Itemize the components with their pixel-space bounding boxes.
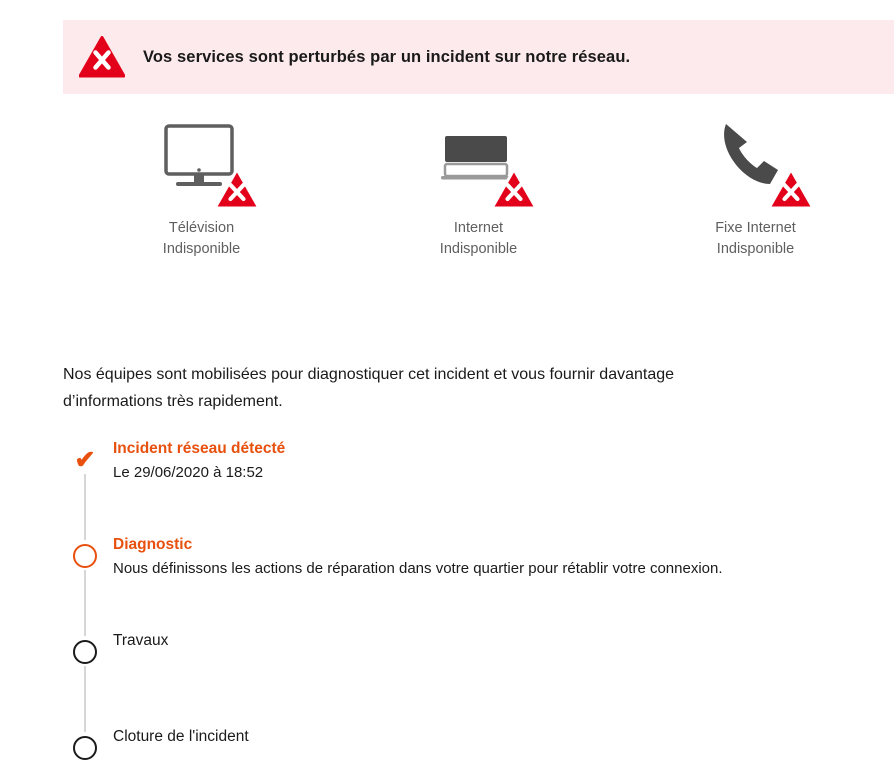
service-item-television — [63, 118, 340, 260]
service-item-internet — [340, 118, 617, 260]
error-badge-icon — [768, 168, 814, 210]
timeline-step-title: Incident réseau détecté — [113, 440, 286, 457]
service-status: Indisponible — [716, 241, 795, 257]
fixed-phone-icon — [696, 118, 816, 202]
timeline-step-title: Diagnostic — [113, 536, 193, 553]
timeline-step-description: Le 29/06/2020 à 18:52 — [113, 464, 264, 481]
service-name: Télévision — [168, 220, 235, 236]
service-label-internet — [440, 218, 517, 260]
service-item-fixe — [617, 118, 894, 260]
television-icon — [142, 118, 262, 202]
error-badge-icon — [491, 168, 537, 210]
timeline-step-cloture — [63, 726, 873, 772]
alert-message: Vos services sont perturbés par un incident sur notre réseau. — [143, 47, 631, 66]
timeline-step-title: Cloture de l'incident — [113, 728, 249, 745]
timeline-step-travaux — [63, 630, 873, 726]
timeline-connector — [84, 666, 86, 732]
error-badge-icon — [214, 168, 260, 210]
check-icon: ✔ — [74, 445, 96, 474]
incident-timeline — [63, 438, 873, 772]
circle-active-icon — [71, 542, 99, 570]
service-status: Indisponible — [162, 241, 241, 257]
timeline-step-description: Nous définissons les actions de réparation dans votre quartier pour rétablir votre connexion. — [113, 560, 723, 577]
service-name: Internet — [453, 220, 504, 236]
timeline-step-detected — [63, 438, 873, 534]
intro-paragraph: Nos équipes sont mobilisées pour diagnostiquer cet incident et vous fournir davantage d’informations très rapidement. — [63, 366, 675, 410]
timeline-step-title: Travaux — [113, 632, 169, 649]
service-label-television — [163, 218, 240, 260]
service-label-fixe — [715, 218, 796, 260]
timeline-connector — [84, 474, 86, 540]
warning-triangle-icon — [79, 36, 125, 78]
circle-icon — [71, 638, 99, 666]
timeline-step-diagnostic — [63, 534, 873, 630]
service-name: Fixe Internet — [715, 220, 796, 236]
timeline-connector — [84, 570, 86, 636]
internet-box-icon — [419, 118, 539, 202]
incident-alert-banner — [63, 20, 894, 94]
service-status: Indisponible — [439, 241, 518, 257]
service-status-list — [63, 118, 894, 260]
circle-icon — [71, 734, 99, 762]
